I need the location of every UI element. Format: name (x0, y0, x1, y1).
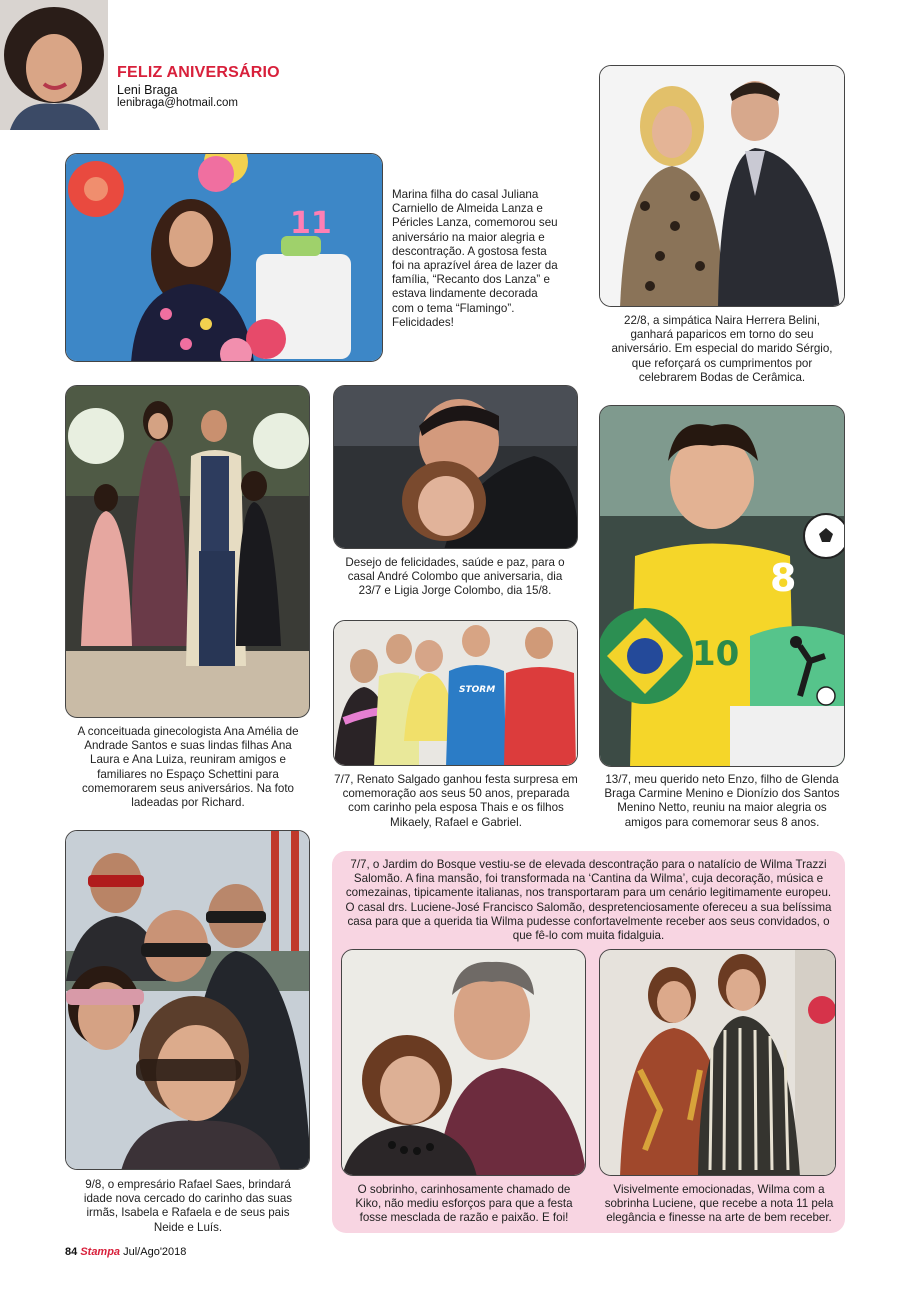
issue-date: Jul/Ago'2018 (123, 1246, 187, 1258)
caption-rafael: 9/8, o empresário Rafael Saes, brindará idade nova cercado do carinho das suas irmãs, Isabela e Rafaela e de seus pais Neide e Luís. (83, 1178, 293, 1234)
shirt-logo-text: STORM (459, 685, 496, 695)
cake-number-text: 11 (290, 206, 332, 241)
column-title: FELIZ ANIVERSÁRIO (117, 64, 280, 81)
caption-renato: 7/7, Renato Salgado ganhou festa surpresa em comemoração aos seus 50 anos, preparada com carinho pela esposa Thais e os filhos Mikaely, Rafael e Gabriel. (334, 773, 578, 829)
jersey-number-text: 10 (692, 634, 740, 674)
author-name: Leni Braga (117, 83, 178, 97)
magazine-brand: Stampa (80, 1246, 121, 1258)
author-email[interactable]: lenibraga@hotmail.com (117, 97, 238, 109)
candle-number-text: 8 (770, 556, 797, 600)
caption-kiko: O sobrinho, carinhosamente chamado de Kiko, não mediu esforços para que a festa fosse mesclada de razão e paixão. E foi! (355, 1183, 573, 1225)
photo-renato-family (333, 620, 578, 766)
page-number: 84 (65, 1246, 78, 1258)
caption-marina: Marina filha do casal Juliana Carniello de Almeida Lanza e Péricles Lanza, comemorou seu aniversário na maior alegria e descontração. A gostosa festa foi na aprazível área de lazer da família, “Recanto dos Lanza” e estava lindamente decorada com o tema “Flamingo”. Felicidades! (392, 188, 558, 329)
photo-colombo-couple (333, 385, 578, 549)
photo-marina-birthday (65, 153, 383, 362)
photo-ana-amelia-family (65, 385, 310, 718)
photo-kiko-with-wilma (341, 949, 586, 1176)
caption-ana-amelia: A conceituada ginecologista Ana Amélia de Andrade Santos e suas lindas filhas Ana Laura e Ana Luiza, reuniram amigos e familiares no Espaço Schettini para comemorarem seus aniversários. Na foto ladeadas por Richard. (77, 725, 299, 810)
caption-luciene: Visivelmente emocionadas, Wilma com a sobrinha Luciene, que recebe a nota 11 pela elegância e finesse na arte de bem receber. (604, 1183, 834, 1225)
photo-rafael-family-selfie (65, 830, 310, 1170)
photo-wilma-with-luciene (599, 949, 836, 1176)
photo-enzo-birthday (599, 405, 845, 767)
author-photo (0, 0, 108, 130)
caption-naira: 22/8, a simpática Naira Herrera Belini, ganhará paparicos em torno do seu aniversário. Em especial do marido Sérgio, que reforçará os cumprimentos por celebrarem Bodas de Cerâmica. (611, 314, 833, 384)
caption-enzo: 13/7, meu querido neto Enzo, filho de Glenda Braga Carmine Menino e Dionízio dos Santos Menino Netto, reuniu na maior alegria os amigos para comemorar seus 8 anos. (604, 773, 840, 829)
caption-wilma-intro: 7/7, o Jardim do Bosque vestiu-se de elevada descontração para o natalício de Wilma Trazzi Salomão. A fina mansão, foi transformada na ‘Cantina da Wilma’, cuja decoração, música e comezainas, tipicamente italianas, nos transportaram para um cenário legitimamente europeu. O casal drs. Luciene-José Francisco Salomão, despretenciosamente ofereceu a sua belíssima casa para que a querida tia Wilma pudesse confortavelmente receber aos seus convidados, o que fê-lo com muita fidalguia. (345, 858, 832, 943)
photo-naira-couple (599, 65, 845, 307)
page-folio (65, 1246, 186, 1258)
caption-colombo: Desejo de felicidades, saúde e paz, para o casal André Colombo que aniversaria, dia 23/7 e Ligia Jorge Colombo, dia 15/8. (345, 556, 565, 598)
